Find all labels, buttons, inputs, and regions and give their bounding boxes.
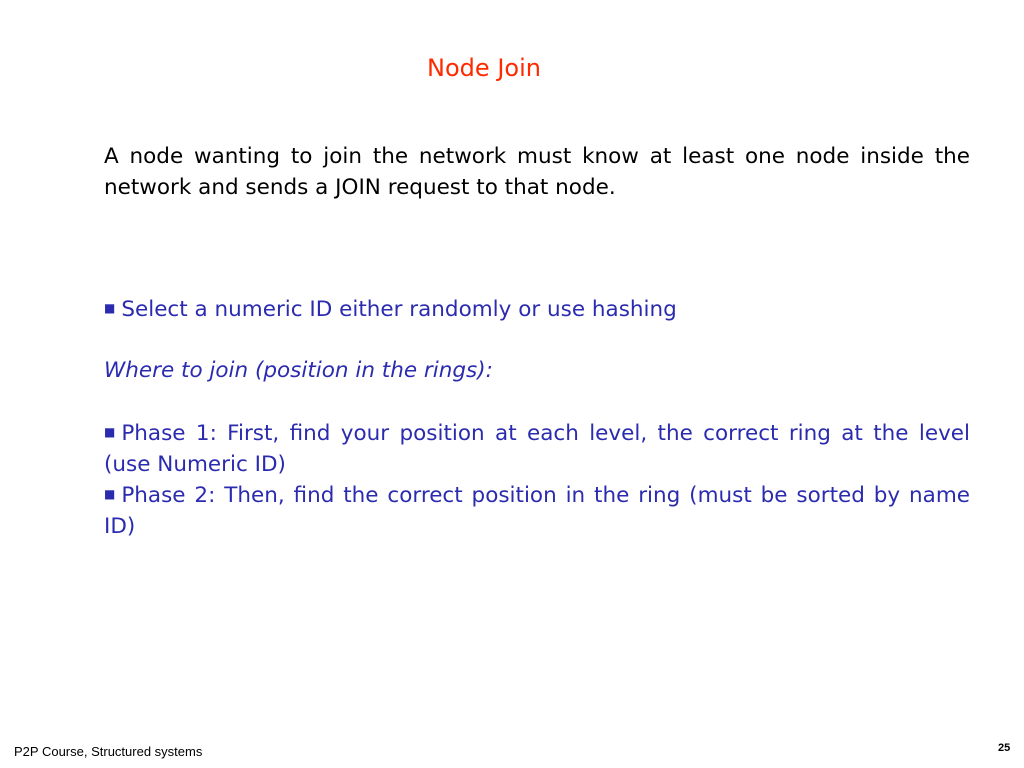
bullet-item xyxy=(104,417,970,480)
subheading: Where to join (position in the rings): xyxy=(104,358,493,383)
intro-paragraph: A node wanting to join the network must know at least one node inside the network and sends a JOIN request to that node. xyxy=(104,144,970,200)
footer-course-label: P2P Course, Structured systems xyxy=(14,744,203,759)
bullet-item xyxy=(104,293,970,325)
bullet-square-icon: ■ xyxy=(104,301,116,315)
bullet-item xyxy=(104,479,970,542)
bullet-text: Select a numeric ID either randomly or use hashing xyxy=(121,297,677,322)
bullet-text: Phase 1: First, find your position at each level, the correct ring at the level (use Numeric ID) xyxy=(104,421,970,477)
bullet-square-icon: ■ xyxy=(104,487,116,501)
bullet-square-icon: ■ xyxy=(104,425,116,439)
slide-title: Node Join xyxy=(427,54,541,82)
bullet-text: Phase 2: Then, find the correct position in the ring (must be sorted by name ID) xyxy=(104,483,970,539)
page-number: 25 xyxy=(998,742,1011,754)
